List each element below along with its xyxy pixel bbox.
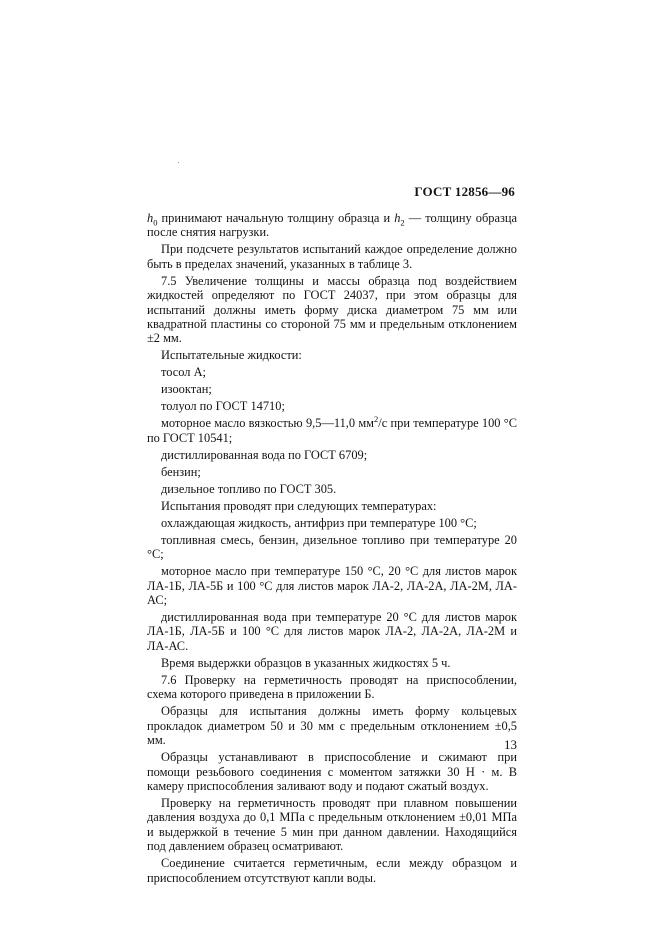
list-item: изооктан;: [161, 382, 212, 397]
paragraph: Испытательные жидкости:: [161, 348, 302, 363]
list-item: охлаждающая жидкость, антифриз при температуре 100 °С;: [161, 515, 477, 530]
list-item: дизельное топливо по ГОСТ 305.: [161, 481, 337, 496]
scan-speck: [178, 162, 179, 163]
paragraph-section-7-6: 7.6 Проверку на герметичность проводят на приспособлении, схема которого приведена в приложении Б.: [147, 672, 517, 702]
paragraph: При подсчете результатов испытаний каждое определение должно быть в пределах значений, указанных в таблице 3.: [147, 242, 517, 271]
paragraph: Испытания проводят при следующих температурах:: [161, 498, 437, 513]
standard-header: ГОСТ 12856—96: [414, 184, 515, 199]
paragraph-formula-note: $h_0$ принимают начальную толщину образца и $h_2$ — толщину образца после снятия нагрузки.: [147, 211, 517, 240]
body-text: [147, 211, 517, 888]
list-item: толуол по ГОСТ 14710;: [161, 399, 285, 414]
paragraph: Проверку на герметичность проводят при плавном повышении давления воздуха до 0,1 МПа с предельным отклонением ±0,01 МПа и выдержкой в течение 5 мин при данном давлении. Находящийся под давлением образец осматривают.: [147, 795, 517, 854]
list-item: моторное масло при температуре 150 °С, 20 °С для листов марок ЛА-1Б, ЛА-5Б и 100 °С для листов марок ЛА-2, ЛА-2А, ЛА-2М, ЛА-АС;: [147, 564, 517, 608]
paragraph: Время выдержки образцов в указанных жидкостях 5 ч.: [161, 655, 451, 670]
list-item: моторное масло вязкостью 9,5—11,0 $мм^2/с$ при температуре 100 °С по ГОСТ 10541;: [147, 414, 517, 445]
list-item: дистиллированная вода при температуре 20 °С для листов марок ЛА-1Б, ЛА-5Б и 100 °С для листов марок ЛА-2, ЛА-2А, ЛА-2М и ЛА-АС.: [147, 610, 517, 653]
paragraph: Соединение считается герметичным, если между образцом и приспособлением отсутствуют капли воды.: [147, 856, 517, 885]
list-item: дистиллированная вода по ГОСТ 6709;: [161, 447, 368, 462]
list-item: тосол А;: [161, 365, 206, 380]
paragraph: Образцы для испытания должны иметь форму кольцевых прокладок диаметром 50 и 30 мм с предельным отклонением ±0,5 мм.: [147, 704, 517, 748]
paragraph: Образцы устанавливают в приспособление и сжимают при помощи резьбового соединения с моментом затяжки 30 Н · м. В камеру приспособления заливают воду и подают сжатый воздух.: [147, 750, 517, 793]
list-item: бензин;: [161, 464, 201, 479]
paragraph-section-7-5: 7.5 Увеличение толщины и массы образца под воздействием жидкостей определяют по ГОСТ 24037, при этом образцы для испытаний должны иметь форму диска диаметром 75 мм или квадратной пластины со стороной 75 мм и предельным отклонением ±2 мм.: [147, 273, 517, 346]
list-item: топливная смесь, бензин, дизельное топливо при температуре 20 °С;: [147, 532, 517, 562]
page-number: 13: [504, 737, 517, 752]
